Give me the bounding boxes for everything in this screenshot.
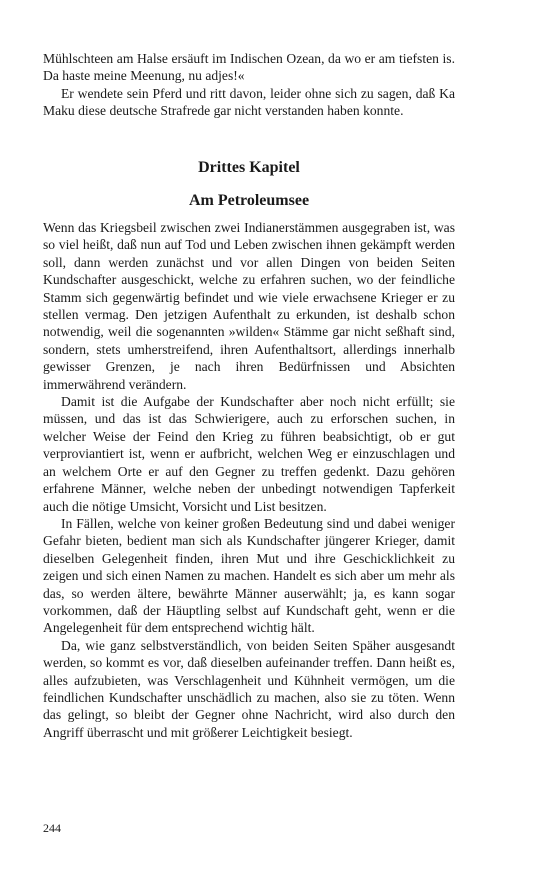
paragraph: Damit ist die Aufgabe der Kundschafter aber noch nicht erfüllt; sie müssen, und das ist das Schwierigere, auch zu erforschen suchen, in welcher Weise der Feind den Krieg zu führen beabsichtigt, ob er gut verproviantiert ist, wenn er aufbricht, welchen Weg er einzuschlagen und an welchem Orte er auf den Gegner zu treffen gedenkt. Dazu gehören erfahrene Männer, welche neben der unbedingt notwendigen Tapferkeit auch die nötige Umsicht, Vorsicht und List besitzen. [43, 394, 455, 514]
chapter-number-heading: Drittes Kapitel [198, 159, 300, 176]
paragraph: Er wendete sein Pferd und ritt davon, leider ohne sich zu sagen, daß Ka Maku diese deutsche Strafrede gar nicht verstanden haben konnte. [43, 85, 455, 119]
paragraph: Wenn das Kriegsbeil zwischen zwei Indianerstämmen ausgegraben ist, was so viel heißt, daß nun auf Tod und Leben zwischen ihnen gekämpft werden soll, dann werden zunächst und vor allen Dingen von beiden Seiten Kundschafter ausgeschickt, welche zu erfahren suchen, wo der feindliche Stamm sich gegenwärtig befindet und wie viele erwachsene Krieger er zu stellen vermag. Den jetzigen Aufenthalt zu erkunden, ist deshalb schon notwendig, weil die sogenannten »wilden« Stämme gar nicht seßhaft sind, sondern, stets umherstreifend, ihren Aufenthaltsort, allerdings innerhalb gewisser Grenzen, je nach ihren Bedürfnissen und Absichten immerwährend verändern. [43, 220, 455, 392]
chapter-title-heading: Am Petroleumsee [188, 192, 310, 209]
paragraph: Da, wie ganz selbstverständlich, von beiden Seiten Späher ausgesandt werden, so kommt es vor, daß dieselben aufeinander treffen. Dann heißt es, alles aufzubieten, was Verschlagenheit und Kühnheit vermögen, um die feindlichen Kundschafter unschädlich zu machen, also sie zu töten. Wenn das gelingt, so bleibt der Gegner ohne Nachricht, wird also durch den Angriff überrascht und mit größerer Leichtigkeit besiegt. [43, 637, 455, 740]
paragraph: Mühlschteen am Halse ersäuft im Indischen Ozean, da wo er am tiefsten is. Da haste meine Meenung, nu adjes!« [43, 51, 455, 84]
preceding-text [43, 50, 455, 120]
chapter-body [43, 219, 455, 741]
paragraph: In Fällen, welche von keiner großen Bedeutung sind und dabei weniger Gefahr bieten, bedient man sich als Kundschafter jüngerer Krieger, damit dieselben Gelegenheit finden, ihren Mut und ihre Geschicklichkeit zu zeigen und sich einen Namen zu machen. Handelt es sich aber um mehr als das, so werden ältere, bewährte Männer auserwählt; ja, es kann sogar vorkommen, daß der Häuptling selbst auf Kundschaft geht, wenn er die Angelegenheit für dem entsprechend wichtig hält. [43, 515, 455, 636]
page-number: 244 [43, 821, 61, 835]
